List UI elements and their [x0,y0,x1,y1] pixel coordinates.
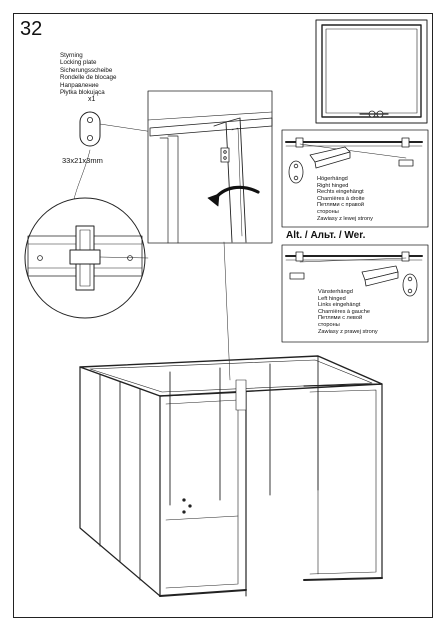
right-hinged-de: Rechts eingehängt [317,189,364,196]
right-hinged-detail [282,130,428,227]
left-hinged-ru: Петлями с левой [318,315,363,322]
right-hinged-en: Right hinged [317,182,349,189]
part-name-ru: Направление [60,81,99,89]
part-name-en: Locking plate [60,59,97,67]
left-hinged-pl: Zawiasy z prawej strony [318,328,378,335]
part-name-pl: Płytka blokująca [60,89,105,97]
left-hinged-sv: Vänsterhängd [318,289,353,295]
left-hinged-detail [282,245,428,342]
part-name-de: Sicherungsscheibe [60,66,113,74]
greenhouse-assembly [80,356,382,596]
right-hinged-sv: Högerhängd [317,176,348,182]
zoom-detail-circle [25,198,148,318]
right-hinged-pl: Zawiasy z lewej strony [317,215,373,222]
left-hinged-en: Left hinged [318,295,346,302]
corner-closeup [148,91,272,380]
part-dimensions: 33x21x3mm [62,156,103,165]
left-hinged-fr: Charnières à gauche [318,308,370,315]
right-hinged-ru2: стороны [317,208,339,215]
right-hinged-ru: Петлями с правой [317,202,364,209]
part-name-fr: Rondelle de blocage [60,74,117,82]
roof-frame-top-view [316,20,427,123]
part-quantity: x1 [88,96,96,103]
left-hinged-ru2: стороны [318,321,340,328]
right-hinged-fr: Charnières à droite [317,195,365,202]
part-name-sv: Styrning [60,52,83,59]
alternative-label: Alt. / Альт. / Wer. [286,230,366,241]
left-hinged-de: Links eingehängt [318,302,361,309]
step-number: 32 [20,18,43,40]
